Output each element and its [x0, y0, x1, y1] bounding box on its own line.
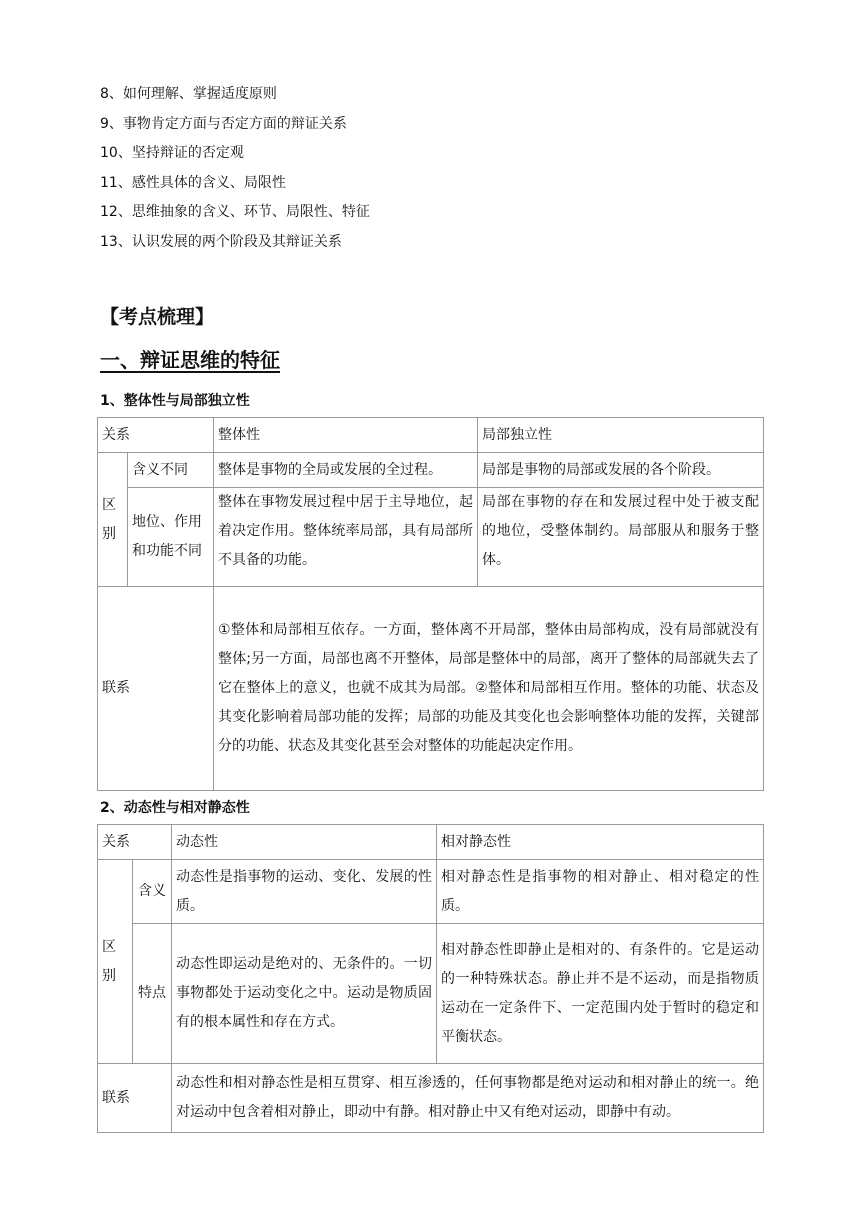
header-cell-relation: 关系	[98, 825, 172, 860]
heading-dialectical-thinking: 一、辩证思维的特征	[100, 348, 280, 372]
table-row	[98, 453, 764, 488]
table-row	[98, 488, 764, 587]
cell: 局部是事物的局部或发展的各个阶段。	[478, 453, 764, 488]
row-label: 地位、作用和功能不同	[128, 488, 214, 587]
header-cell-whole: 整体性	[214, 418, 478, 453]
outline-list	[100, 80, 370, 257]
list-item: 13、认识发展的两个阶段及其辩证关系	[100, 233, 342, 250]
list-item: 10、坚持辩证的否定观	[100, 145, 244, 161]
cell: 动态性和相对静态性是相互贯穿、相互渗透的，任何事物都是绝对运动和相对静止的统一。绝对运动中包含着相对静止，即动中有静。相对静止中又有绝对运动，即静中有动。	[172, 1064, 764, 1133]
row-label: 含义	[133, 860, 172, 924]
row-label: 含义不同	[128, 453, 214, 488]
subheading-dynamic-static: 2、动态性与相对静态性	[100, 800, 250, 816]
table-row	[98, 924, 764, 1064]
row-label: 联系	[98, 1064, 172, 1133]
table-header-row	[98, 825, 764, 860]
cell: ①整体和局部相互依存。一方面，整体离不开局部，整体由局部构成，没有局部就没有整体;另一方面，局部也离不开整体，局部是整体中的局部，离开了整体的局部就失去了它在整体上的意义，也就不成其为局部。②整体和局部相互作用。整体的功能、状态及其变化影响着局部功能的发挥；局部的功能及其变化也会影响整体功能的发挥，关键部分的功能、状态及其变化甚至会对整体的功能起决定作用。	[214, 587, 764, 791]
subheading-whole-part: 1、整体性与局部独立性	[100, 393, 250, 409]
cell: 相对静态性即静止是相对的、有条件的。它是运动的一种特殊状态。静止并不是不运动，而是指物质运动在一定条件下、一定范围内处于暂时的稳定和平衡状态。	[437, 924, 764, 1064]
dynamic-static-table	[97, 824, 764, 1133]
table-row	[98, 860, 764, 924]
whole-part-table	[97, 417, 764, 791]
list-item: 12、思维抽象的含义、环节、局限性、特征	[100, 204, 370, 220]
cell: 整体是事物的全局或发展的全过程。	[214, 453, 478, 488]
cell: 局部在事物的存在和发展过程中处于被支配的地位，受整体制约。局部服从和服务于整体。	[478, 488, 764, 587]
cell: 整体在事物发展过程中居于主导地位，起着决定作用。整体统率局部，具有局部所不具备的功能。	[214, 488, 478, 587]
cell: 相对静态性是指事物的相对静止、相对稳定的性质。	[437, 860, 764, 924]
list-item: 8、如何理解、掌握适度原则	[100, 86, 277, 102]
header-cell-dynamic: 动态性	[172, 825, 437, 860]
row-label: 联系	[98, 587, 214, 791]
row-label: 特点	[133, 924, 172, 1064]
list-item: 11、感性具体的含义、局限性	[100, 174, 286, 191]
cell: 动态性即运动是绝对的、无条件的。一切事物都处于运动变化之中。运动是物质固有的根本属性和存在方式。	[172, 924, 437, 1064]
section-title: 【考点梳理】	[100, 306, 215, 328]
table-row	[98, 1064, 764, 1133]
cell: 动态性是指事物的运动、变化、发展的性质。	[172, 860, 437, 924]
row-group-label: 区别	[98, 860, 133, 1064]
table-header-row	[98, 418, 764, 453]
list-item: 9、事物肯定方面与否定方面的辩证关系	[100, 115, 347, 132]
header-cell-relation: 关系	[98, 418, 214, 453]
row-group-label: 区别	[98, 453, 128, 587]
header-cell-static: 相对静态性	[437, 825, 764, 860]
table-row	[98, 587, 764, 791]
header-cell-part: 局部独立性	[478, 418, 764, 453]
